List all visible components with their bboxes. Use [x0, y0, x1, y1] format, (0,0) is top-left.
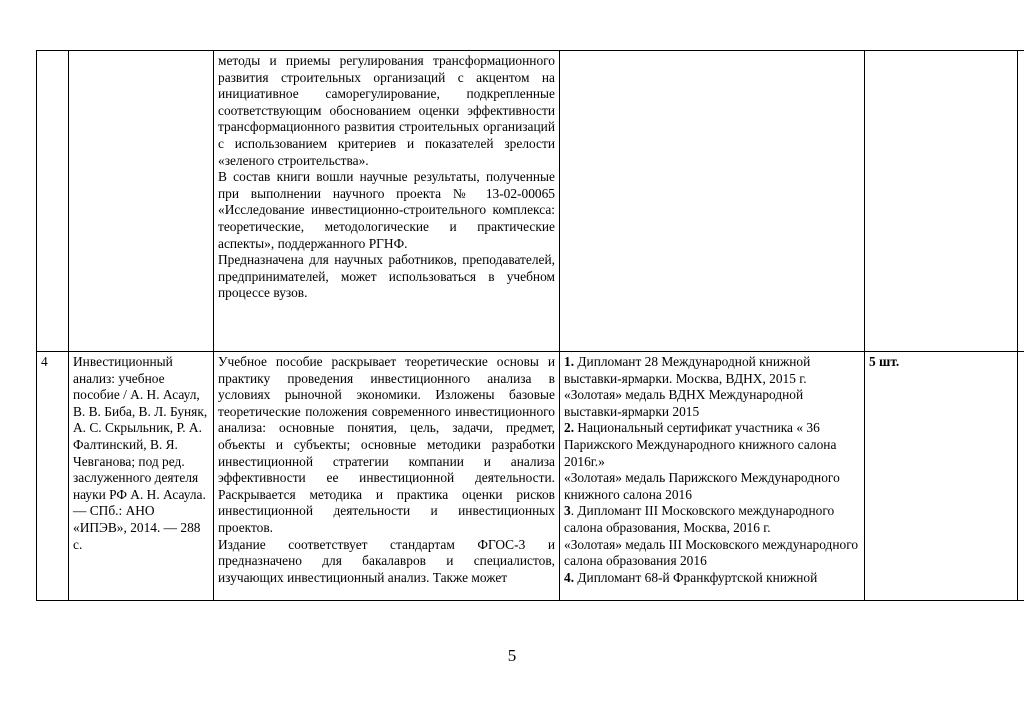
awards-cell — [560, 352, 865, 601]
award-number: 1. — [564, 354, 575, 369]
award-line — [564, 387, 860, 420]
count-cell — [865, 51, 1018, 352]
table-row-4 — [37, 352, 1024, 601]
title-cell: Инвестиционный анализ: учебное пособие / А. Н. Асаул, В. В. Биба, В. Л. Буняк, А. С. Скрыльник, Р. А. Фалтинский, В. Я. Чевганова; под ред. заслуженного деятеля науки РФ А. Н. Асаула. — СПб.: АНО «ИПЭВ», 2014. — 288 с. — [69, 352, 214, 601]
award-text: Дипломант 28 Международной книжной выставки-ярмарки. Москва, ВДНХ, 2015 г. — [564, 354, 811, 386]
description-paragraph: методы и приемы регулирования трансформационного развития строительных организаций с акцентом на инициативное саморегулирование, подкрепленные соответствующим обоснованием оценки эффективности трансформационного развития строительных организаций с использованием критериев и показателей зрелости «зеленого строительства». — [218, 53, 555, 168]
row-number-cell: 4 — [37, 352, 69, 601]
award-text: Дипломант 68-й Франкфуртской книжной — [574, 569, 818, 585]
award-text: «Золотая» медаль ВДНХ Международной выставки-ярмарки 2015 — [564, 387, 804, 419]
row-number-cell — [37, 51, 69, 352]
description-cell — [214, 352, 560, 601]
award-line — [564, 570, 860, 587]
award-text: «Золотая» медаль III Московского международного салона образования 2016 — [564, 536, 859, 569]
description-paragraph: Издание соответствует стандартам ФГОС-3 и предназначено для бакалавров и специалистов, изучающих инвестиционный анализ. Также может — [218, 536, 555, 585]
extra-cell — [1018, 51, 1024, 352]
award-line — [564, 354, 860, 387]
description-paragraph: Предназначена для научных работников, преподавателей, предпринимателей, может использоваться в учебном процессе вузов. — [218, 252, 555, 301]
award-text: Национальный сертификат участника « 36 Парижского Международного книжного салона 2016г.» — [564, 420, 837, 469]
award-number: 4. — [564, 569, 575, 585]
awards-table — [36, 50, 1024, 601]
count-cell: 5 шт. — [865, 352, 1018, 601]
table-row-continued — [37, 51, 1024, 352]
award-number: 2. — [564, 420, 575, 436]
description-cell — [214, 51, 560, 352]
award-line — [564, 537, 860, 570]
description-paragraph: В состав книги вошли научные результаты, полученные при выполнении научного проекта № 13-02-00065 «Исследование инвестиционно-строительного комплекса: теоретические, методологические и практические аспекты», поддержанного РГНФ. — [218, 169, 555, 251]
awards-cell — [560, 51, 865, 352]
award-line — [564, 503, 860, 536]
award-text: . Дипломант III Московского международного салона образования, Москва, 2016 г. — [564, 503, 835, 535]
description-paragraph: Учебное пособие раскрывает теоретические основы и практику проведения инвестиционного анализа в условиях рыночной экономики. Изложены базовые теоретические положения современного инвестиционного анализа: основные понятия, цель, задачи, предмет, объекты и субъекты; основные методики разработки инвестиционной стратегии компании и анализа эффективности ее инвестиционной деятельности. Раскрывается методика и практика оценки рисков инвестиционной деятельности и инвестиционных проектов. — [218, 354, 555, 535]
award-line — [564, 420, 860, 470]
award-number: 3 — [564, 503, 571, 519]
extra-cell — [1018, 352, 1024, 601]
award-line — [564, 470, 860, 503]
award-text: «Золотая» медаль Парижского Международного книжного салона 2016 — [564, 470, 840, 502]
title-cell — [69, 51, 214, 352]
page-number: 5 — [507, 646, 517, 665]
